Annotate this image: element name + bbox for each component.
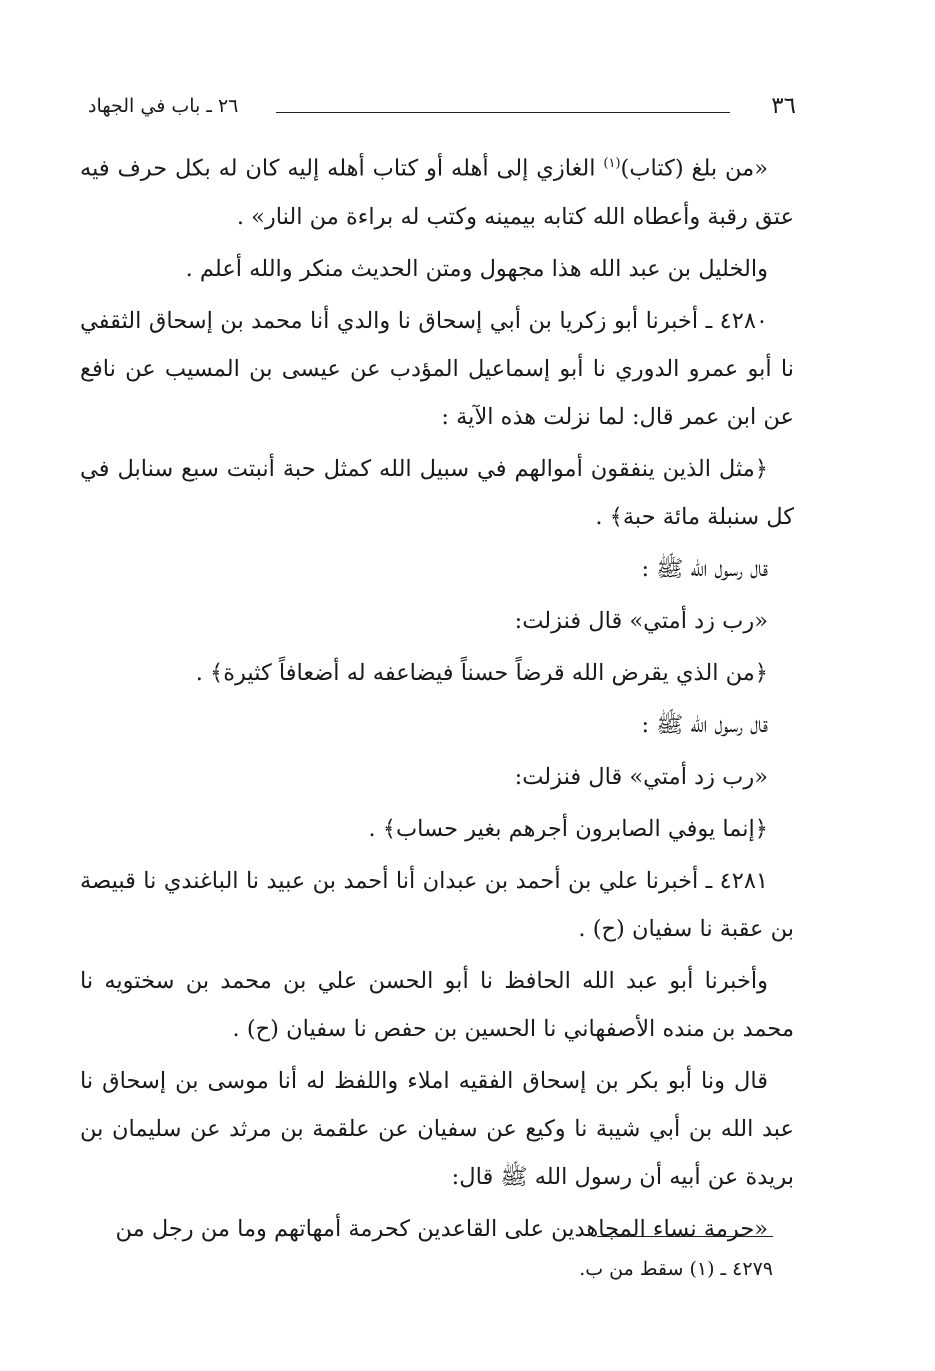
paragraph-hadith-text: «حرمة نساء المجاهدين على القاعدين كحرمة أمهاتهم وما من رجل من [115, 1215, 768, 1242]
paragraph-prophet-said: قال رسول الله ﷺ : [641, 555, 768, 582]
paragraph-hadith-4279-continued [80, 140, 794, 241]
paragraph-quran-verse: ﴿من الذي يقرض الله قرضاً حسناً فيضاعفه له أضعافاً كثيرة﴾ . [195, 659, 768, 686]
header-rule [276, 112, 730, 113]
paragraph-text: الغازي إلى أهله أو كتاب أهله إليه كان له بكل حرف فيه عتق رقبة وأعطاه الله كتابه بيمينه وكتب له براءة من النار» . [80, 155, 794, 230]
page-number: ٣٦ [771, 93, 796, 119]
paragraph-prophet-said: قال رسول الله ﷺ : [641, 711, 768, 738]
paragraph-text: «من بلغ (كتاب) [620, 155, 769, 182]
paragraph-hadith-4280: ٤٢٨٠ ـ أخبرنا أبو زكريا بن أبي إسحاق نا والدي أنا محمد بن إسحاق الثقفي نا أبو عمرو الدوري نا أبو إسماعيل المؤدب عن عيسى بن المسيب عن نافع عن ابن عمر قال: لما نزلت هذه الآية : [80, 307, 794, 430]
footnote: ٤٢٧٩ ـ (١) سقط من ب. [579, 1258, 773, 1280]
footnote-rule [597, 1236, 773, 1237]
paragraph-hadith-4281: ٤٢٨١ ـ أخبرنا علي بن أحمد بن عبدان أنا أحمد بن عبيد نا الباغندي نا قبيصة بن عقبة نا سفيان (ح) . [80, 867, 794, 942]
main-text [80, 140, 794, 1257]
page-header [88, 88, 796, 124]
paragraph-chain-3: قال ونا أبو بكر بن إسحاق الفقيه املاء واللفظ له أنا موسى بن إسحاق نا عبد الله بن أبي شيبة نا وكيع عن سفيان عن علقمة بن مرثد عن سليمان بن بريدة عن أبيه أن رسول الله ﷺ قال: [80, 1067, 794, 1190]
paragraph-supplication: «رب زد أمتي» قال فنزلت: [514, 763, 768, 790]
paragraph-comment: والخليل بن عبد الله هذا مجهول ومتن الحديث منكر والله أعلم . [185, 255, 768, 282]
paragraph-chain-2: وأخبرنا أبو عبد الله الحافظ نا أبو الحسن علي بن محمد بن سختويه نا محمد بن منده الأصفهاني نا الحسين بن حفص نا سفيان (ح) . [80, 967, 794, 1042]
running-title: ٢٦ ـ باب في الجهاد [88, 95, 239, 117]
paragraph-quran-verse: ﴿إنما يوفي الصابرون أجرهم بغير حساب﴾ . [368, 815, 768, 842]
footnote-marker[interactable]: (١) [603, 156, 621, 171]
paragraph-supplication: «رب زد أمتي» قال فنزلت: [514, 607, 768, 634]
paragraph-quran-verse: ﴿مثل الذين ينفقون أموالهم في سبيل الله كمثل حبة أنبتت سبع سنابل في كل سنبلة مائة حبة﴾ . [80, 455, 794, 530]
